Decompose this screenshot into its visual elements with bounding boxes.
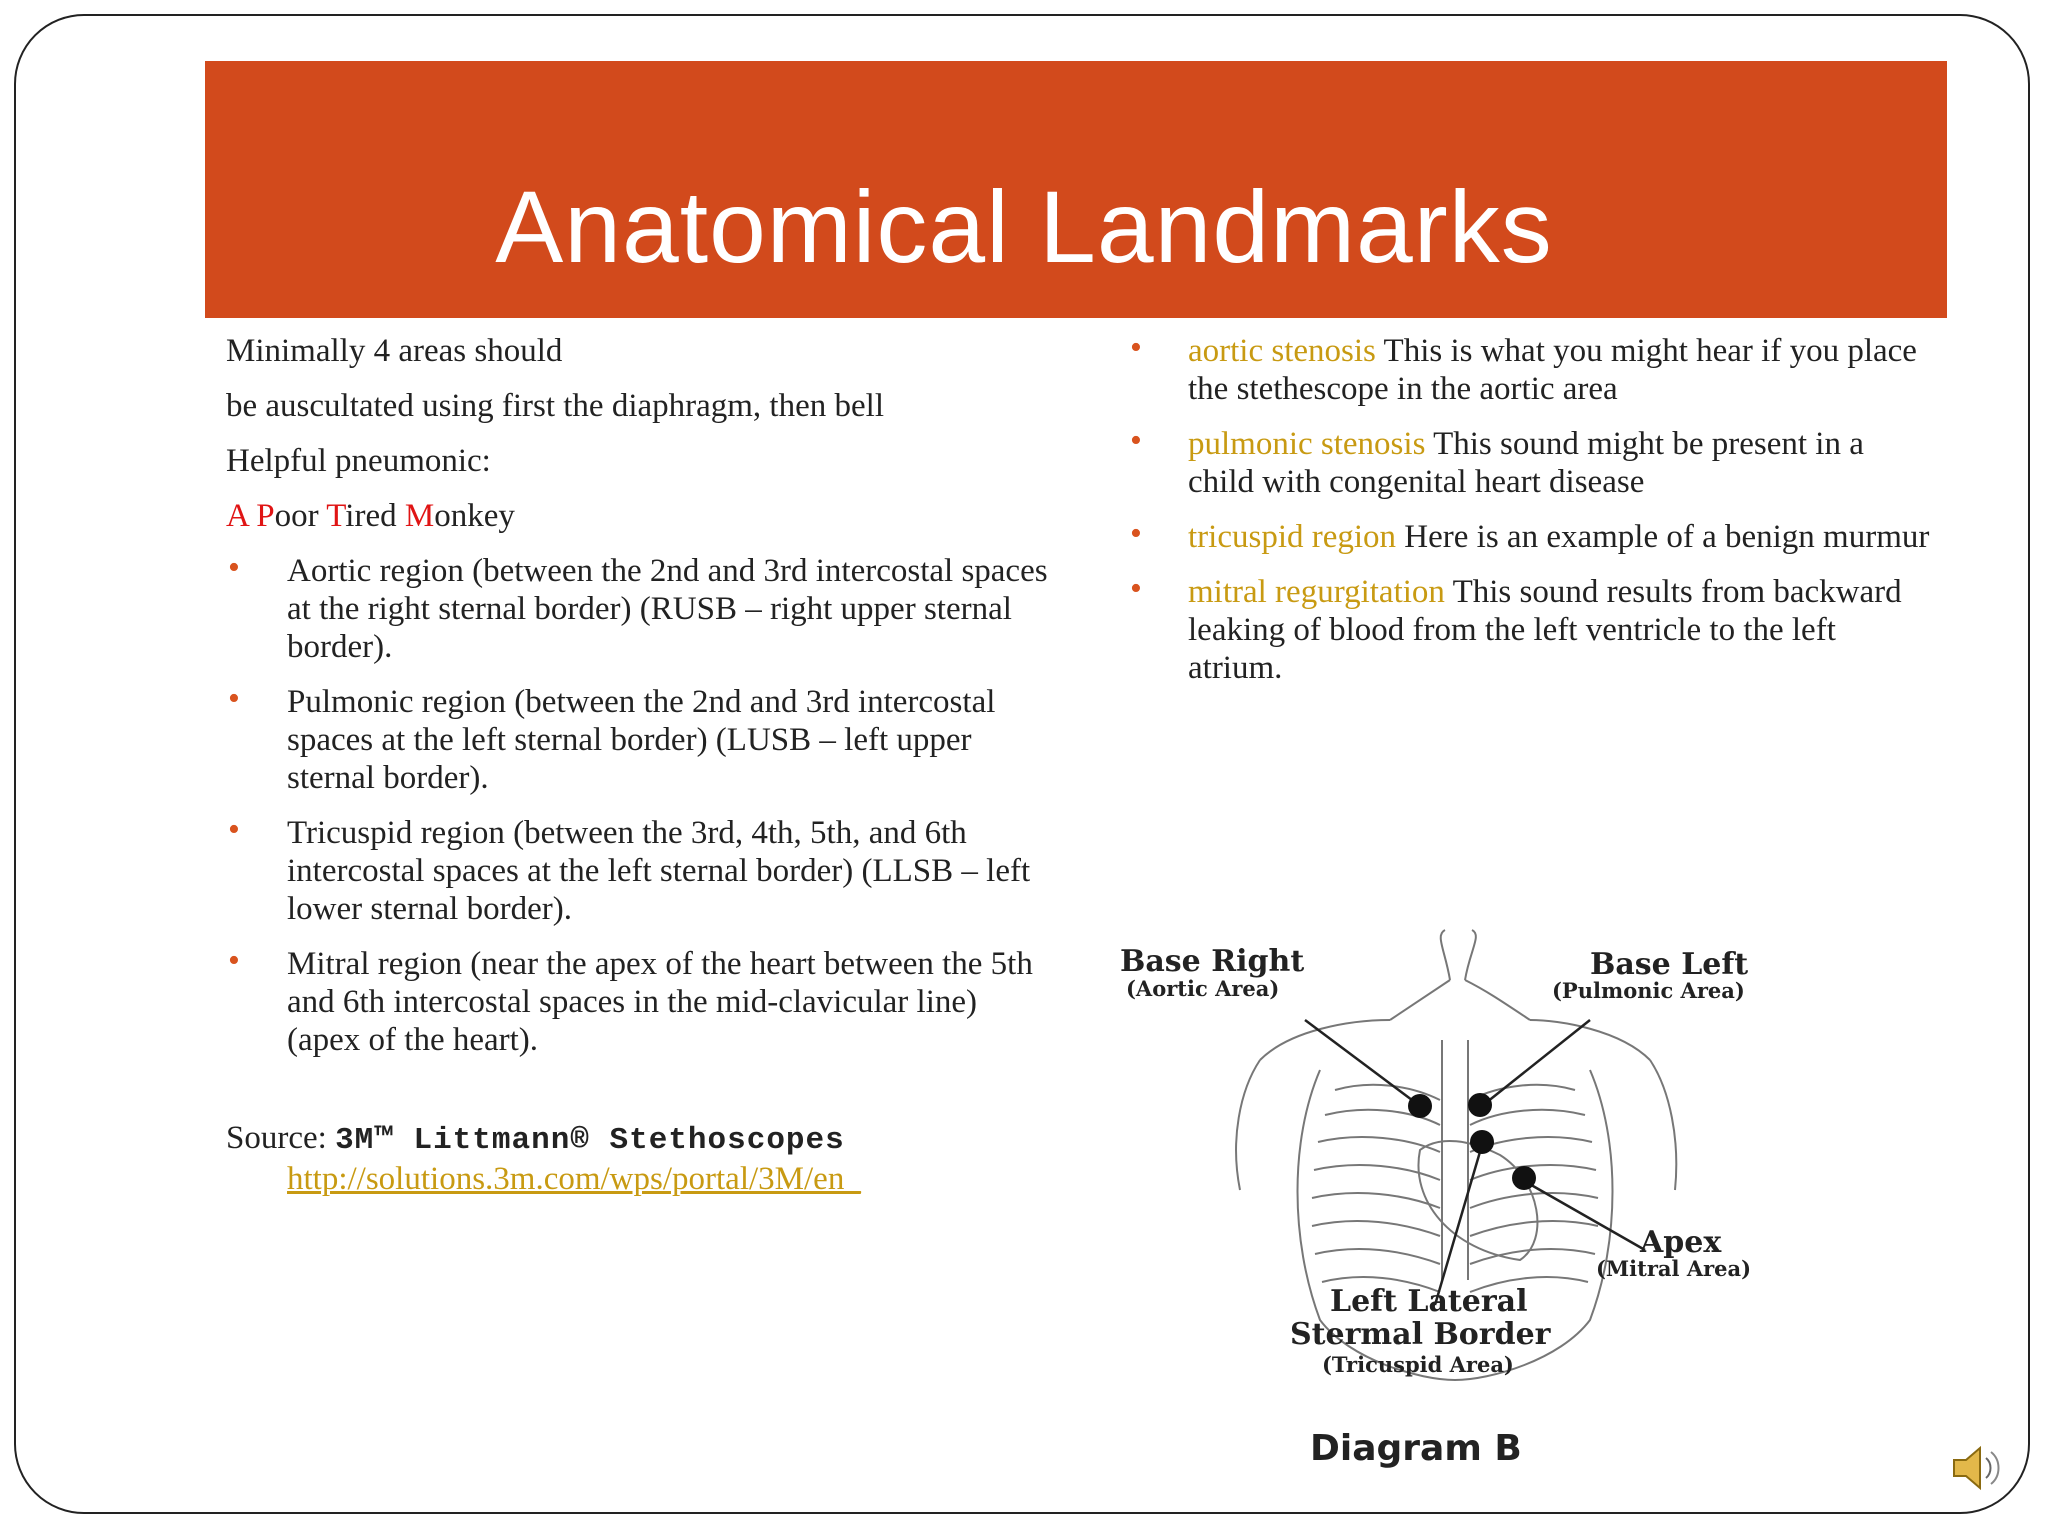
list-item [1130, 329, 1930, 408]
auscultation-diagram [1090, 920, 1810, 1480]
mnemonic-letter: M [404, 498, 435, 534]
sound-link-tricuspid-region[interactable]: tricuspid region [1188, 519, 1397, 555]
sound-link-pulmonic-stenosis[interactable]: pulmonic stenosis [1188, 426, 1426, 462]
label-pulmonic-area: (Pulmonic Area) [1552, 978, 1745, 1003]
list-item [1130, 570, 1930, 687]
chest-outline-image [1090, 920, 1810, 1480]
list-item [1130, 515, 1930, 556]
mnemonic-rest: onkey [434, 498, 515, 534]
sound-link-aortic-stenosis[interactable]: aortic stenosis [1188, 333, 1376, 369]
mnemonic-letter: T [326, 498, 346, 534]
mnemonic-letter: A [226, 498, 249, 534]
region-text: Pulmonic region (between the 2nd and 3rd intercostal spaces at the left sternal border) (LUSB – left upper sternal border). [287, 684, 996, 796]
label-aortic-area: (Aortic Area) [1126, 976, 1280, 1001]
source-prefix: Source: [226, 1120, 336, 1156]
mnemonic-line [226, 497, 1056, 535]
speaker-icon[interactable] [1948, 1438, 2008, 1498]
sound-description: Here is an example of a benign murmur [1396, 519, 1930, 555]
diagram-caption: Diagram B [1310, 1428, 1522, 1469]
label-tricuspid-area: (Tricuspid Area) [1322, 1352, 1514, 1377]
list-item [226, 549, 1056, 666]
mnemonic-letter: P [256, 498, 275, 534]
bullet-icon: • [1130, 570, 1142, 607]
intro-line-3: Helpful pneumonic: [226, 443, 491, 479]
list-item [226, 680, 1056, 797]
label-base-left: Base Left [1590, 947, 1749, 982]
label-base-right: Base Right [1120, 944, 1305, 979]
list-item [226, 942, 1056, 1059]
region-text: Aortic region (between the 2nd and 3rd intercostal spaces at the right sternal border) (RUSB – right upper sternal border). [287, 553, 1048, 665]
sound-description: This is what you might hear if you place the stethescope in the aortic area [1188, 333, 1917, 407]
sound-list [1130, 329, 1930, 687]
left-column [226, 332, 1056, 1198]
label-mitral-area: (Mitral Area) [1596, 1256, 1752, 1281]
sound-link-mitral-regurgitation[interactable]: mitral regurgitation [1188, 574, 1445, 610]
sound-description: This sound results from backward leaking of blood from the left ventricle to the left atrium. [1188, 574, 1902, 686]
mnemonic-rest: ired [345, 498, 405, 534]
bullet-icon: • [228, 942, 240, 979]
label-apex: Apex [1640, 1225, 1722, 1260]
intro-line-2: be auscultated using first the diaphragm, then bell [226, 388, 884, 424]
bullet-icon: • [1130, 422, 1142, 459]
source-brand: 3M™ Littmann® Stethoscopes [335, 1123, 845, 1158]
list-item [1130, 422, 1930, 501]
bullet-icon: • [1130, 515, 1142, 552]
region-text: Tricuspid region (between the 3rd, 4th, 5th, and 6th intercostal spaces at the left sternal border) (LLSB – left lower sternal border). [287, 815, 1031, 927]
slide-title: Anatomical Landmarks [495, 170, 1553, 284]
source-link[interactable]: http://solutions.3m.com/wps/portal/3M/en_ [287, 1161, 861, 1197]
source-citation [226, 1119, 1056, 1198]
bullet-icon: • [228, 811, 240, 848]
list-item [226, 811, 1056, 928]
bullet-icon: • [1130, 329, 1142, 366]
label-left-lateral: Left Lateral [1330, 1284, 1528, 1319]
label-sternal-border: Stermal Border [1290, 1317, 1551, 1352]
bullet-icon: • [228, 549, 240, 586]
region-list [226, 549, 1056, 1059]
intro-line-1: Minimally 4 areas should [226, 333, 563, 369]
region-text: Mitral region (near the apex of the heart between the 5th and 6th intercostal spaces in the mid-clavicular line) (apex of the heart). [287, 946, 1033, 1058]
right-column [1130, 329, 1930, 704]
bullet-icon: • [228, 680, 240, 717]
sound-description: This sound might be present in a child with congenital heart disease [1188, 426, 1864, 500]
mnemonic-rest: oor [274, 498, 327, 534]
